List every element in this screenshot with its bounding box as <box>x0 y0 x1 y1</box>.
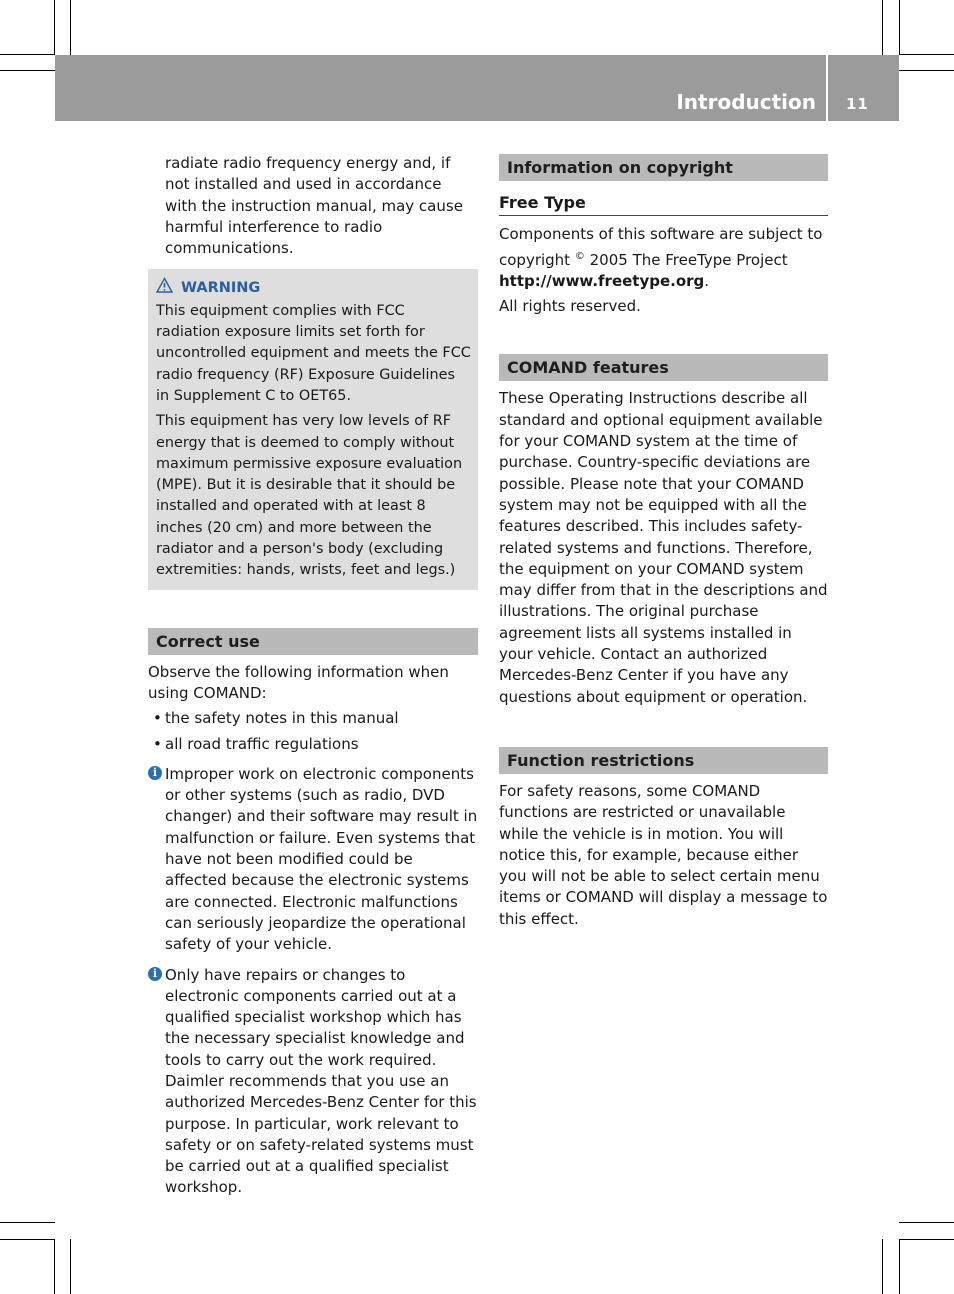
function-restrictions-text: For safety reasons, some COMAND functions are restricted or unavailable while the vehicle is in motion. You will notice this, for example, because either you will not be able to select certain menu items or COMAND will display a message to this effect. <box>499 781 828 928</box>
info-icon: i <box>148 967 162 981</box>
info-note-text: Only have repairs or changes to electronic components carried out at a qualified specialist workshop which has the necessary specialist knowledge and tools to carry out the work required. Daimler recommends that you use an authorized Mercedes-Benz Center for this purpose. In particular, work relevant to safety or on safety-related systems must be carried out at a qualified specialist workshop. <box>165 965 477 1197</box>
correct-use-intro: Observe the following information when using COMAND: <box>148 662 449 702</box>
crop-mark <box>899 1222 954 1223</box>
crop-mark <box>882 1239 883 1294</box>
crop-mark <box>0 1222 55 1223</box>
crop-mark <box>0 1239 55 1240</box>
section-heading-correct-use: Correct use <box>148 628 478 655</box>
page-number: 11 <box>846 95 869 113</box>
crop-mark <box>882 0 883 55</box>
copyright-text-end: 2005 The FreeType Project <box>584 250 788 269</box>
comand-features-text: These Operating Instructions describe all standard and optional equipment available for your COMAND system at the time of purchase. Country-specific deviations are possible. Please note that your COMAND system may not be equipped with all the features described. This includes safety-related systems and functions. Therefore, the equipment on your COMAND system may differ from that in the descriptions and illustrations. The original purchase agreement lists all systems installed in your vehicle. Contact an authorized Mercedes-Benz Center if you have any questions about equipment or operation. <box>499 389 828 706</box>
warning-triangle-icon <box>156 277 173 300</box>
info-note-text: Improper work on electronic components or other systems (such as radio, DVD changer) and their software may result in malfunction or failure. Even systems that have not been modified could be affected because the electronic systems are connected. Electronic malfunctions can seriously jeopardize the operational safety of your vehicle. <box>165 764 478 954</box>
info-icon: i <box>148 766 162 780</box>
crop-mark <box>899 1239 954 1240</box>
intro-paragraph: radiate radio frequency energy and, if not installed and used in accordance with the instruction manual, may cause harmful interference to radio communications. <box>165 154 463 258</box>
list-item: • the safety notes in this manual <box>148 708 478 729</box>
list-item: • all road traffic regulations <box>148 734 478 755</box>
crop-mark <box>0 54 55 55</box>
crop-mark <box>899 70 954 71</box>
copyright-text-start: Components of this software are subject to copyright <box>499 225 823 269</box>
right-column <box>499 154 828 930</box>
rights-reserved: All rights reserved. <box>499 297 641 316</box>
crop-mark <box>899 54 954 55</box>
section-heading-copyright: Information on copyright <box>499 154 828 181</box>
freetype-link[interactable]: http://www.freetype.org <box>499 271 705 290</box>
info-note <box>148 764 478 956</box>
crop-mark <box>54 1239 55 1294</box>
warning-paragraph: This equipment complies with FCC radiation exposure limits set forth for uncontrolled equipment and meets the FCC radio frequency (RF) Exposure Guidelines in Supplement C to OET65. <box>156 302 471 404</box>
page-section-title: Introduction <box>676 90 816 114</box>
crop-mark <box>70 1239 71 1294</box>
crop-mark <box>0 70 55 71</box>
section-heading-function-restrictions: Function restrictions <box>499 747 828 774</box>
header-divider <box>826 55 828 121</box>
warning-box <box>148 269 478 589</box>
copyright-period: . <box>704 271 710 290</box>
left-column <box>148 153 478 1199</box>
crop-mark <box>70 0 71 55</box>
crop-mark <box>899 1239 900 1294</box>
copyright-symbol: © <box>574 250 585 262</box>
info-note <box>148 965 478 1199</box>
warning-paragraph: This equipment has very low levels of RF energy that is deemed to comply without maximum permissive exposure evaluation (MPE). But it is desirable that it should be installed and operated with at least 8 inches (20 cm) and more between the radiator and a person's body (excluding extremities: hands, wrists, feet and legs.) <box>156 413 463 579</box>
crop-mark <box>899 0 900 55</box>
warning-heading <box>156 277 471 300</box>
warning-label: WARNING <box>181 280 261 297</box>
copyright-text <box>499 224 828 292</box>
crop-mark <box>54 0 55 55</box>
subheading-free-type: Free Type <box>499 192 828 216</box>
section-heading-comand-features: COMAND features <box>499 354 828 381</box>
